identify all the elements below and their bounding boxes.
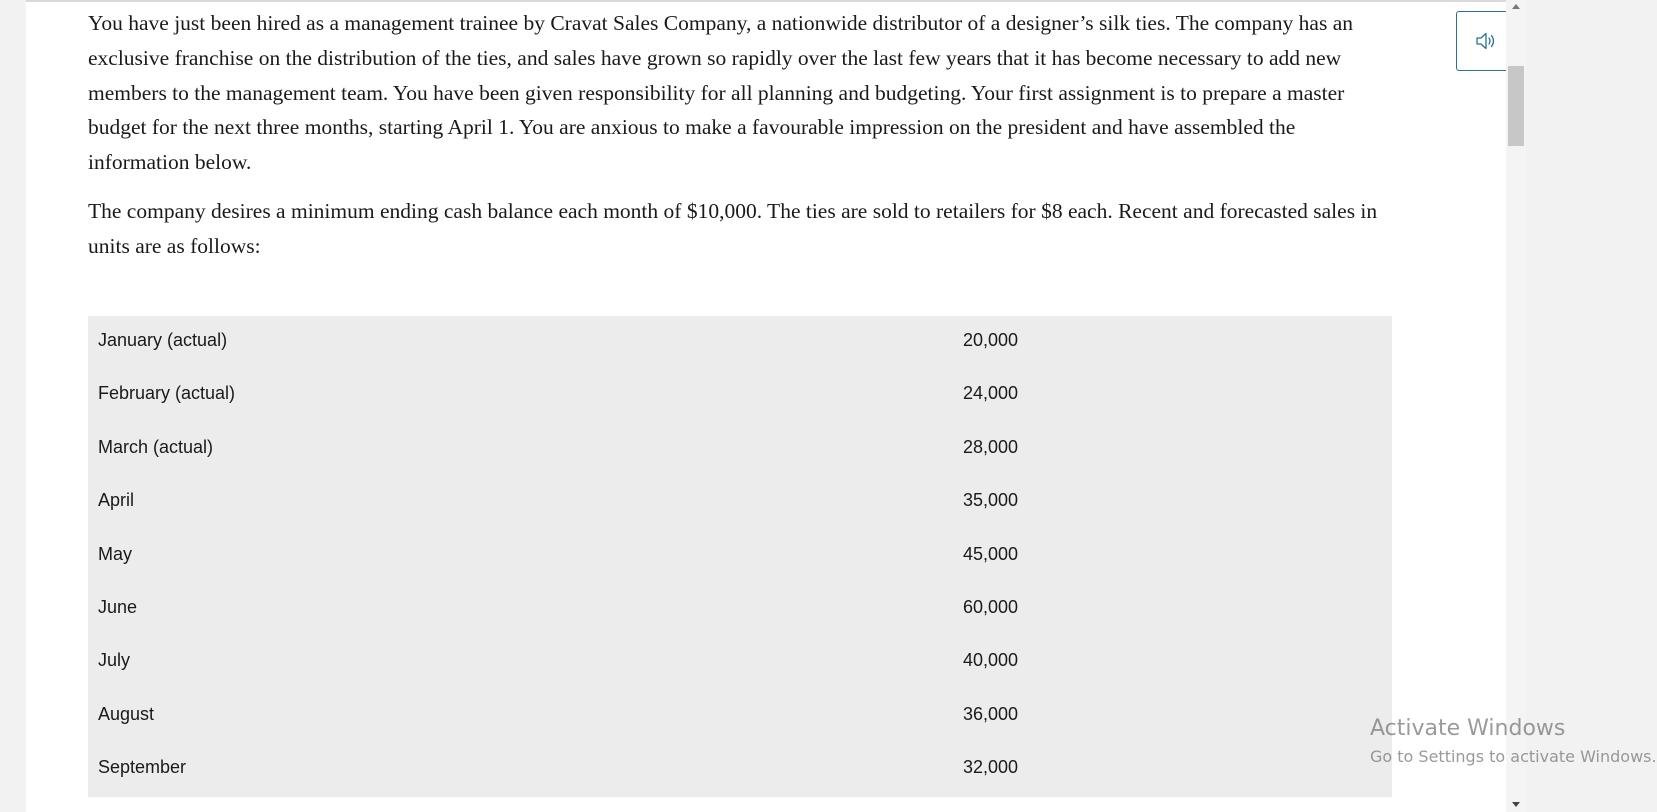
question-text [88,6,1392,264]
scroll-down-arrow-icon[interactable] [1512,802,1520,807]
month-cell: June [98,596,138,617]
watermark-subtitle: Go to Settings to activate Windows. [1370,747,1657,766]
table-row [88,369,1392,422]
speaker-icon [1476,31,1498,51]
scroll-up-arrow-icon[interactable] [1512,4,1520,9]
watermark-title: Activate Windows [1370,716,1566,741]
table-row [88,690,1392,743]
table-row [88,583,1392,636]
units-cell: 35,000 [963,490,1019,511]
units-cell: 36,000 [963,703,1019,724]
month-cell: March (actual) [98,436,214,457]
month-cell: August [98,703,155,724]
units-cell: 60,000 [963,596,1019,617]
table-row [88,423,1392,476]
month-cell: February (actual) [98,383,236,404]
month-cell: July [98,650,131,671]
scroll-thumb[interactable] [1508,66,1524,146]
units-cell: 28,000 [963,436,1019,457]
cash-balance-paragraph: The company desires a minimum ending cash balance each month of $10,000. The ties are sold to retailers for $8 each. Recent and forecasted sales in units are as follows: [88,198,1378,258]
units-cell: 24,000 [963,383,1019,404]
intro-paragraph: You have just been hired as a management trainee by Cravat Sales Company, a nationwide distributor of a designer’s silk ties. The company has an exclusive franchise on the distribution of the ties, and sales have grown so rapidly over the last few years that it has become necessary to add new members to the management team. You have been given responsibility for all planning and budgeting. Your first assignment is to prepare a master budget for the next three months, starting April 1. You are anxious to make a favourable impression on the president and have assembled the information below. [88,11,1354,175]
units-cell: 20,000 [963,330,1019,350]
month-cell: April [98,490,135,511]
month-cell: January (actual) [98,330,228,350]
table-row [88,530,1392,583]
month-cell: May [98,543,133,564]
month-cell: September [98,757,187,778]
top-divider [26,0,1506,2]
units-cell: 45,000 [963,543,1019,564]
table-row [88,743,1392,796]
table-row [88,636,1392,689]
units-cell: 32,000 [963,757,1019,778]
units-cell: 40,000 [963,650,1019,671]
table-row [88,476,1392,529]
sales-forecast-table [88,316,1392,797]
table-row [88,316,1392,369]
vertical-scrollbar[interactable] [1506,0,1526,812]
